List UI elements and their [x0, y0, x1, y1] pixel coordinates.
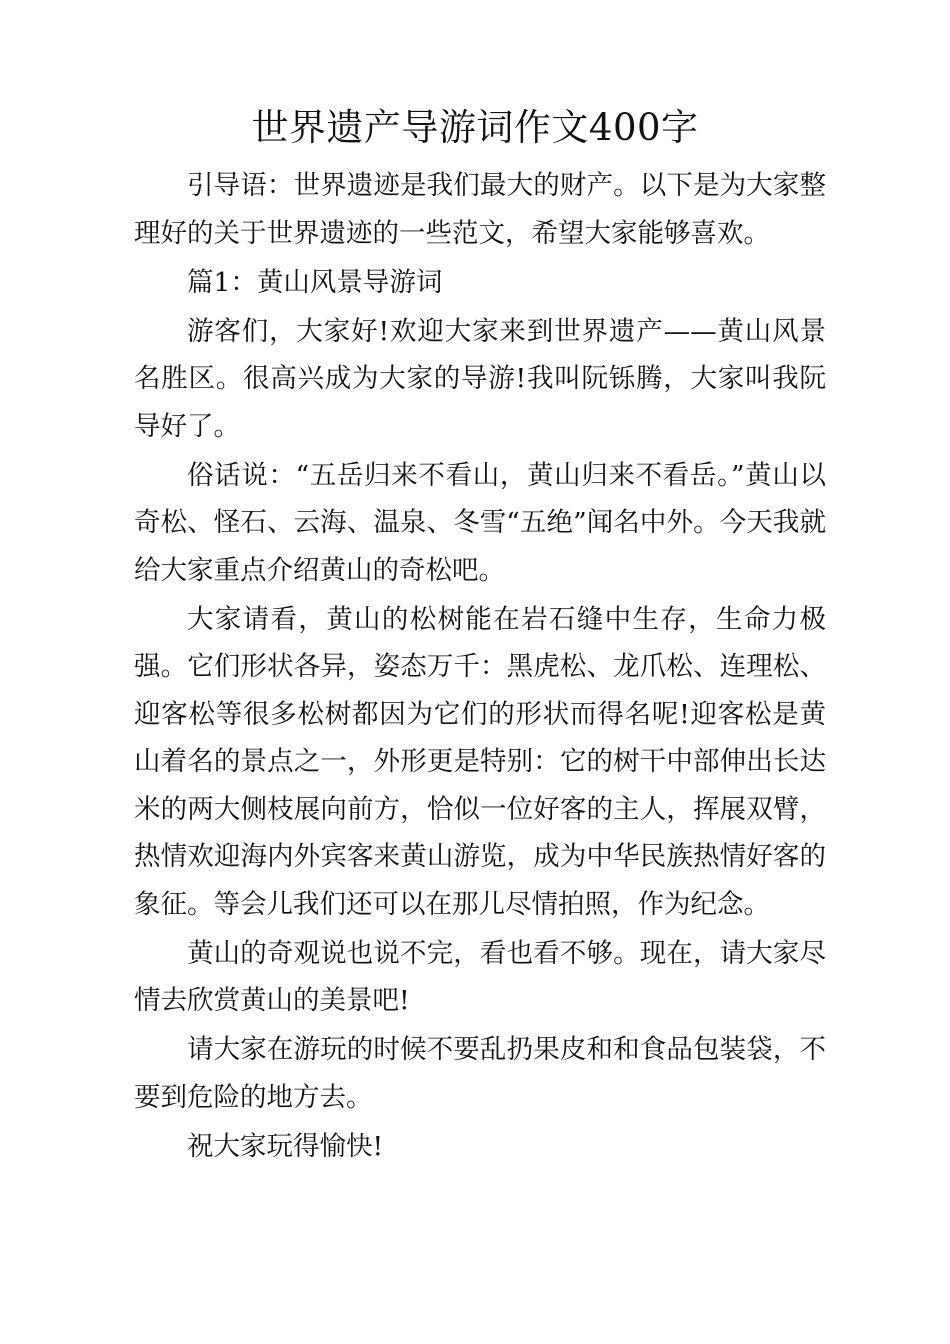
document-title: 世界遗产导游词作文400字: [251, 106, 699, 149]
paragraph-greeting: 游客们，大家好!欢迎大家来到世界遗产——黄山风景名胜区。很高兴成为大家的导游!我叫阮铄腾，大家叫我阮导好了。: [134, 315, 826, 442]
paragraph-wonders: 黄山的奇观说也说不完，看也看不够。现在，请大家尽情去欣赏黄山的美景吧!: [134, 937, 826, 1016]
paragraph-closing: 祝大家玩得愉快!: [187, 1130, 384, 1162]
paragraph-intro: 引导语：世界遗迹是我们最大的财产。以下是为大家整理好的关于世界遗迹的一些范文，希望大家能够喜欢。: [134, 170, 826, 249]
paragraph-section-heading: 篇1：黄山风景导游词: [187, 266, 443, 298]
paragraph-saying: 俗话说：“五岳归来不看山，黄山归来不看岳。”黄山以奇松、怪石、云海、温泉、冬雪“五绝”闻名中外。今天我就给大家重点介绍黄山的奇松吧。: [134, 459, 826, 586]
paragraph-pines: 大家请看，黄山的松树能在岩石缝中生存，生命力极强。它们形状各异，姿态万千：黑虎松、龙爪松、连理松、迎客松等很多松树都因为它们的形状而得名呢!迎客松是黄山着名的景点之一，外形更是特别：它的树干中部伸出长达米的两大侧枝展向前方，恰似一位好客的主人，挥展双臂，热情欢迎海内外宾客来黄山游览，成为中华民族热情好客的象征。等会儿我们还可以在那儿尽情拍照，作为纪念。: [134, 603, 826, 920]
document-body: [134, 162, 826, 1172]
paragraph-reminder: 请大家在游玩的时候不要乱扔果皮和和食品包装袋，不要到危险的地方去。: [134, 1034, 826, 1113]
